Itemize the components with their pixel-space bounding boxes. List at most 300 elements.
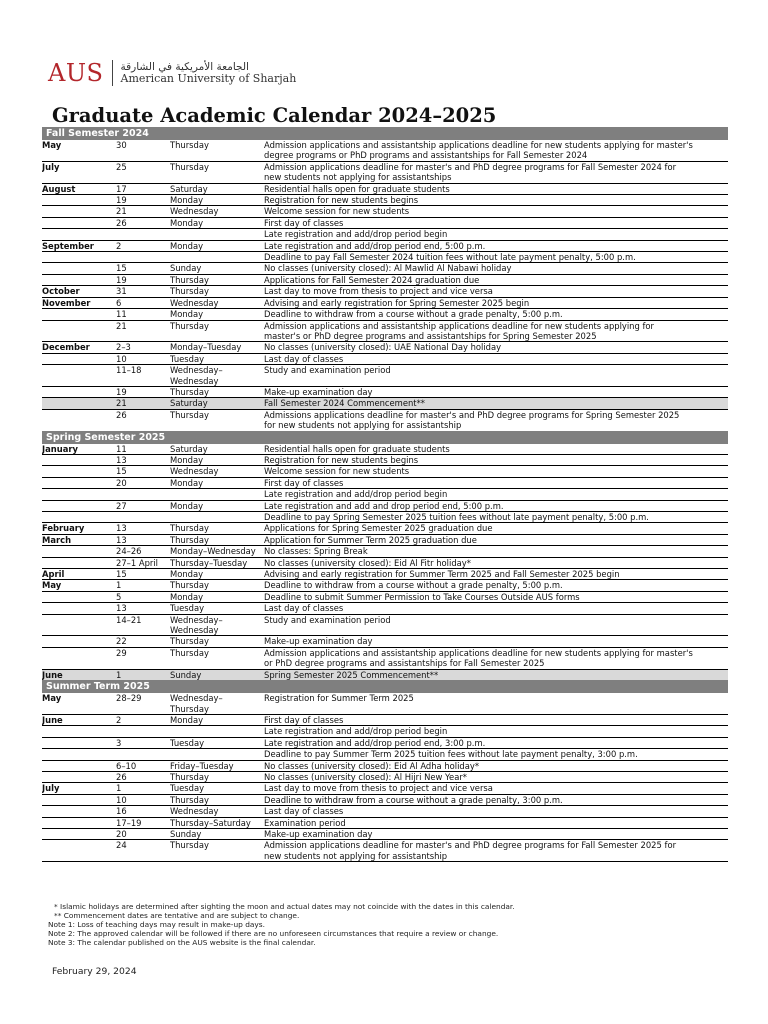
- month-cell: [42, 455, 116, 465]
- day-cell: 17–19: [116, 817, 142, 828]
- weekday-cell: Saturday: [170, 443, 208, 454]
- footnote-line: Note 1: Loss of teaching days may result in make-up days.: [48, 919, 265, 929]
- event-cell: Deadline to pay Summer Term 2025 tuition fees without late payment penalty, 3:00 p.m.: [264, 749, 638, 760]
- event-cell: Late registration and add and drop period end, 5:00 p.m.: [264, 500, 504, 511]
- day-cell: [116, 420, 170, 430]
- event-cell: Last day to move from thesis to project and vice versa: [264, 783, 493, 794]
- month-cell: [42, 252, 116, 262]
- day-cell: 28–29: [116, 693, 142, 704]
- event-cell: Residential halls open for graduate students: [264, 443, 450, 454]
- event-cell: Last day to move from thesis to project and vice versa: [264, 286, 493, 297]
- table-row: [42, 320, 728, 331]
- table-row: [42, 364, 728, 375]
- weekday-cell: Thursday: [170, 140, 209, 150]
- event-cell: Application for Summer Term 2025 graduation due: [264, 534, 477, 545]
- event-cell: Deadline to submit Summer Permission to Take Courses Outside AUS forms: [264, 591, 580, 602]
- day-cell: [116, 658, 170, 668]
- event-cell: Deadline to withdraw from a course without a grade penalty, 5:00 p.m.: [264, 309, 563, 320]
- weekday-cell: Friday–Tuesday: [170, 760, 234, 771]
- event-cell: Late registration and add/drop period begin: [264, 229, 448, 240]
- day-cell: 16: [116, 806, 127, 817]
- month-cell: December: [42, 342, 90, 353]
- weekday-cell: Monday: [170, 309, 204, 320]
- table-row: [42, 805, 728, 816]
- day-cell: 19: [116, 195, 127, 206]
- table-row: [42, 522, 728, 533]
- event-cell: No classes (university closed): UAE National Day holiday: [264, 342, 502, 353]
- day-cell: 11–18: [116, 365, 142, 376]
- weekday-cell: [170, 851, 264, 861]
- day-cell: 1: [116, 783, 122, 794]
- table-row: [42, 625, 728, 635]
- event-cell: new students not applying for assistantships: [264, 172, 452, 183]
- weekday-cell: Saturday: [170, 398, 208, 409]
- month-cell: [42, 761, 116, 771]
- weekday-cell: Monday: [170, 240, 204, 251]
- month-cell: [42, 275, 116, 285]
- day-cell: [116, 229, 170, 239]
- weekday-cell: [170, 150, 264, 160]
- table-row: [42, 771, 728, 782]
- event-cell: Applications for Spring Semester 2025 graduation due: [264, 523, 493, 534]
- table-row: [42, 760, 728, 771]
- event-cell: No classes: Spring Break: [264, 546, 368, 557]
- event-cell: Admissions applications deadline for master's and PhD degree programs for Spring Semester 2025: [264, 409, 680, 420]
- footnote-line: Note 3: The calendar published on the AUS website is the final calendar.: [48, 937, 316, 947]
- weekday-cell: Thursday–Tuesday: [170, 557, 248, 568]
- weekday-cell: Thursday: [170, 320, 209, 331]
- month-cell: January: [42, 443, 78, 454]
- table-bottom-rule: [42, 861, 728, 862]
- event-cell: Deadline to withdraw from a course without a grade penalty, 5:00 p.m.: [264, 580, 563, 591]
- footnotes: [48, 903, 515, 948]
- weekday-cell: Thursday: [170, 636, 209, 647]
- month-cell: June: [42, 714, 63, 725]
- weekday-cell: Monday: [170, 500, 204, 511]
- table-row: [42, 591, 728, 602]
- weekday-cell: Sunday: [170, 669, 202, 680]
- day-cell: 27: [116, 500, 127, 511]
- month-cell: [42, 592, 116, 602]
- table-row: [42, 240, 728, 251]
- weekday-cell: [170, 229, 264, 239]
- table-row: [42, 251, 728, 262]
- table-row: [42, 579, 728, 590]
- weekday-cell: [170, 726, 264, 736]
- month-cell: November: [42, 297, 91, 308]
- month-cell: October: [42, 286, 80, 297]
- weekday-cell: Wednesday–: [170, 693, 223, 704]
- table-row: [42, 839, 728, 850]
- day-cell: 2–3: [116, 342, 131, 353]
- weekday-cell: Monday: [170, 569, 204, 580]
- day-cell: [116, 512, 170, 522]
- weekday-cell: Wednesday: [170, 466, 219, 477]
- day-cell: [116, 376, 170, 386]
- event-cell: Last day of classes: [264, 603, 344, 614]
- month-cell: May: [42, 580, 62, 591]
- month-cell: [42, 558, 116, 568]
- weekday-cell: Tuesday: [170, 353, 205, 364]
- day-cell: 6–10: [116, 760, 137, 771]
- event-cell: [264, 704, 728, 714]
- table-row: [42, 341, 728, 352]
- month-cell: August: [42, 183, 76, 194]
- table-row: [42, 465, 728, 476]
- weekday-cell: Thursday: [170, 409, 209, 420]
- table-row: [42, 444, 728, 454]
- month-cell: [42, 749, 116, 759]
- event-cell: Residential halls open for graduate students: [264, 183, 450, 194]
- month-cell: [42, 615, 116, 625]
- event-cell: degree programs or PhD programs and assistantships for Fall Semester 2024: [264, 150, 588, 161]
- event-cell: First day of classes: [264, 217, 344, 228]
- weekday-cell: Monday–Tuesday: [170, 342, 242, 353]
- event-cell: Admission applications deadline for master's and PhD degree programs for Fall Semester 2025 for: [264, 840, 677, 851]
- day-cell: 13: [116, 454, 127, 465]
- weekday-cell: Thursday–Saturday: [170, 817, 251, 828]
- weekday-cell: Wednesday: [170, 375, 219, 386]
- day-cell: 13: [116, 603, 127, 614]
- table-row: [42, 285, 728, 296]
- month-cell: [42, 229, 116, 239]
- month-cell: [42, 398, 116, 408]
- weekday-cell: Monday: [170, 195, 204, 206]
- month-cell: [42, 206, 116, 216]
- month-cell: June: [42, 669, 63, 680]
- day-cell: [116, 704, 170, 714]
- month-cell: [42, 726, 116, 736]
- weekday-cell: [170, 512, 264, 522]
- table-row: [42, 534, 728, 545]
- month-cell: [42, 365, 116, 375]
- day-cell: 21: [116, 320, 127, 331]
- table-row: [42, 353, 728, 364]
- day-cell: 15: [116, 263, 127, 274]
- event-cell: Late registration and add/drop period end, 3:00 p.m.: [264, 737, 486, 748]
- event-cell: Deadline to pay Spring Semester 2025 tuition fees without late payment penalty, 5:00 p.m.: [264, 512, 649, 522]
- table-row: [42, 602, 728, 613]
- day-cell: 27–1 April: [116, 557, 158, 568]
- month-cell: [42, 738, 116, 748]
- day-cell: 2: [116, 714, 122, 725]
- day-cell: [116, 726, 170, 736]
- event-cell: or PhD degree programs and assistantships for Fall Semester 2025: [264, 658, 545, 669]
- logo-arabic-name: الجامعة الأمريكية في الشارقة: [120, 61, 249, 73]
- weekday-cell: Wednesday: [170, 206, 219, 217]
- table-row: [42, 228, 728, 239]
- weekday-cell: Tuesday: [170, 783, 205, 794]
- table-row: [42, 454, 728, 465]
- month-cell: [42, 172, 116, 182]
- month-cell: September: [42, 240, 94, 251]
- weekday-cell: Thursday: [170, 161, 209, 172]
- day-cell: 30: [116, 140, 127, 150]
- month-cell: [42, 829, 116, 839]
- weekday-cell: [170, 749, 264, 759]
- weekday-cell: [170, 420, 264, 430]
- day-cell: 13: [116, 534, 127, 545]
- weekday-cell: Wednesday: [170, 297, 219, 308]
- month-cell: [42, 625, 116, 635]
- month-cell: [42, 636, 116, 646]
- event-cell: [264, 376, 728, 386]
- table-row: [42, 669, 728, 680]
- event-cell: Fall Semester 2024 Commencement**: [264, 398, 425, 409]
- weekday-cell: Thursday: [170, 840, 209, 851]
- day-cell: 13: [116, 523, 127, 534]
- day-cell: 25: [116, 161, 127, 172]
- weekday-cell: Thursday: [170, 274, 209, 285]
- table-row: [42, 737, 728, 748]
- footnote-line: * Islamic holidays are determined after sighting the moon and actual dates may not coincide with the dates in this calendar.: [54, 902, 515, 911]
- event-cell: Admission applications and assistantship applications deadline for new students applying for master's: [264, 647, 693, 658]
- day-cell: 19: [116, 274, 127, 285]
- table-row: [42, 714, 728, 725]
- table-row: [42, 511, 728, 522]
- weekday-cell: Tuesday: [170, 603, 205, 614]
- event-cell: Last day of classes: [264, 353, 344, 364]
- table-row: [42, 183, 728, 194]
- day-cell: 11: [116, 443, 127, 454]
- document-date: February 29, 2024: [52, 966, 137, 977]
- weekday-cell: [170, 331, 264, 341]
- table-row: [42, 557, 728, 568]
- month-cell: February: [42, 523, 85, 534]
- month-cell: [42, 321, 116, 331]
- month-cell: [42, 466, 116, 476]
- weekday-cell: Thursday: [170, 703, 209, 714]
- event-cell: [264, 625, 728, 635]
- month-cell: [42, 546, 116, 556]
- day-cell: 19: [116, 386, 127, 397]
- table-row: [42, 704, 728, 714]
- table-row: [42, 488, 728, 499]
- month-cell: [42, 795, 116, 805]
- logo-english-name: American University of Sharjah: [120, 72, 297, 85]
- day-cell: [116, 489, 170, 499]
- day-cell: 20: [116, 477, 127, 488]
- event-cell: for new students not applying for assistantship: [264, 420, 462, 431]
- event-cell: Study and examination period: [264, 614, 391, 625]
- table-row: [42, 794, 728, 805]
- day-cell: 10: [116, 353, 127, 364]
- weekday-cell: [170, 252, 264, 262]
- day-cell: [116, 331, 170, 341]
- event-cell: Advising and early registration for Spring Semester 2025 begin: [264, 297, 530, 308]
- event-cell: Admission applications and assistantship applications deadline for new students applying for master's: [264, 140, 693, 150]
- day-cell: 26: [116, 409, 127, 420]
- event-cell: Study and examination period: [264, 365, 391, 376]
- day-cell: 21: [116, 206, 127, 217]
- aus-logo: [48, 58, 296, 88]
- event-cell: Deadline to withdraw from a course without a grade penalty, 3:00 p.m.: [264, 794, 563, 805]
- table-row: [42, 725, 728, 736]
- day-cell: 14–21: [116, 614, 142, 625]
- table-row: [42, 782, 728, 793]
- event-cell: No classes (university closed): Al Mawlid Al Nabawi holiday: [264, 263, 512, 274]
- day-cell: 21: [116, 398, 127, 409]
- day-cell: 2: [116, 240, 122, 251]
- event-cell: Make-up examination day: [264, 636, 373, 647]
- event-cell: master's or PhD degree programs and assistantships for Spring Semester 2025: [264, 330, 597, 341]
- table-row: [42, 140, 728, 150]
- day-cell: 26: [116, 771, 127, 782]
- day-cell: [116, 172, 170, 182]
- event-cell: Welcome session for new students: [264, 466, 410, 477]
- event-cell: No classes (university closed): Al Hijri New Year*: [264, 771, 467, 782]
- day-cell: 10: [116, 794, 127, 805]
- day-cell: 3: [116, 737, 122, 748]
- calendar-table: [42, 127, 728, 862]
- month-cell: May: [42, 693, 62, 704]
- event-cell: Late registration and add/drop period begin: [264, 489, 448, 500]
- table-row: [42, 817, 728, 828]
- month-cell: [42, 704, 116, 714]
- weekday-cell: Thursday: [170, 647, 209, 658]
- page-title: Graduate Academic Calendar 2024–2025: [52, 104, 497, 127]
- month-cell: [42, 420, 116, 430]
- table-row: [42, 150, 728, 160]
- month-cell: [42, 818, 116, 828]
- weekday-cell: Thursday: [170, 534, 209, 545]
- day-cell: 1: [116, 580, 122, 591]
- weekday-cell: Thursday: [170, 286, 209, 297]
- event-cell: Examination period: [264, 817, 346, 828]
- table-row: [42, 614, 728, 625]
- day-cell: 22: [116, 636, 127, 647]
- month-cell: [42, 840, 116, 850]
- day-cell: 29: [116, 647, 127, 658]
- event-cell: Late registration and add/drop period begin: [264, 726, 448, 737]
- footnote-line: ** Commencement dates are tentative and are subject to change.: [54, 910, 300, 920]
- table-row: [42, 635, 728, 646]
- event-cell: No classes (university closed): Eid Al Fitr holiday*: [264, 557, 471, 568]
- event-cell: Deadline to pay Fall Semester 2024 tuition fees without late payment penalty, 5:00 p.m.: [264, 252, 636, 263]
- day-cell: [116, 851, 170, 861]
- event-cell: Admission applications deadline for master's and PhD degree programs for Fall Semester 2024 for: [264, 161, 677, 172]
- month-cell: [42, 195, 116, 205]
- month-cell: [42, 648, 116, 658]
- event-cell: Applications for Fall Semester 2024 graduation due: [264, 274, 480, 285]
- event-cell: Last day of classes: [264, 806, 344, 817]
- table-row: [42, 274, 728, 285]
- table-row: [42, 409, 728, 420]
- month-cell: [42, 387, 116, 397]
- weekday-cell: Thursday: [170, 771, 209, 782]
- event-cell: Registration for Summer Term 2025: [264, 693, 414, 704]
- day-cell: [116, 252, 170, 262]
- month-cell: [42, 376, 116, 386]
- weekday-cell: Monday: [170, 454, 204, 465]
- event-cell: Late registration and add/drop period end, 5:00 p.m.: [264, 240, 486, 251]
- weekday-cell: Thursday: [170, 386, 209, 397]
- weekday-cell: Thursday: [170, 580, 209, 591]
- weekday-cell: Wednesday–: [170, 614, 223, 625]
- weekday-cell: [170, 172, 264, 182]
- weekday-cell: Monday–Wednesday: [170, 546, 256, 557]
- day-cell: 17: [116, 183, 127, 194]
- month-cell: March: [42, 534, 72, 545]
- month-cell: [42, 331, 116, 341]
- month-cell: [42, 263, 116, 273]
- weekday-cell: [170, 489, 264, 499]
- table-row: [42, 420, 728, 430]
- table-row: [42, 397, 728, 408]
- weekday-cell: Monday: [170, 591, 204, 602]
- month-cell: July: [42, 783, 60, 794]
- month-cell: April: [42, 569, 65, 580]
- month-cell: [42, 512, 116, 522]
- day-cell: 6: [116, 297, 122, 308]
- logo-text: [121, 61, 297, 85]
- table-row: [42, 331, 728, 341]
- table-row: [42, 161, 728, 172]
- event-cell: Advising and early registration for Summer Term 2025 and Fall Semester 2025 begin: [264, 569, 620, 580]
- event-cell: First day of classes: [264, 477, 344, 488]
- event-cell: Admission applications and assistantship applications deadline for new students applying for: [264, 320, 654, 331]
- table-row: [42, 658, 728, 668]
- weekday-cell: Sunday: [170, 828, 202, 839]
- month-cell: [42, 772, 116, 782]
- day-cell: 26: [116, 217, 127, 228]
- section-header: Fall Semester 2024: [42, 127, 728, 140]
- weekday-cell: Wednesday: [170, 625, 219, 636]
- day-cell: 20: [116, 828, 127, 839]
- event-cell: Make-up examination day: [264, 386, 373, 397]
- logo-mark: AUS: [48, 59, 104, 87]
- weekday-cell: Wednesday: [170, 806, 219, 817]
- table-row: [42, 500, 728, 511]
- weekday-cell: Thursday: [170, 523, 209, 534]
- table-row: [42, 297, 728, 308]
- day-cell: 24: [116, 840, 127, 851]
- day-cell: [116, 150, 170, 160]
- weekday-cell: Thursday: [170, 794, 209, 805]
- event-cell: new students not applying for assistantship: [264, 850, 448, 861]
- table-row: [42, 172, 728, 182]
- day-cell: 15: [116, 569, 127, 580]
- month-cell: [42, 150, 116, 160]
- section-header: Summer Term 2025: [42, 680, 728, 693]
- month-cell: May: [42, 140, 62, 150]
- event-cell: Welcome session for new students: [264, 206, 410, 217]
- day-cell: 11: [116, 309, 127, 320]
- table-row: [42, 308, 728, 319]
- month-cell: [42, 478, 116, 488]
- weekday-cell: Saturday: [170, 183, 208, 194]
- logo-divider: [112, 60, 113, 86]
- table-row: [42, 568, 728, 579]
- table-row: [42, 217, 728, 228]
- day-cell: 31: [116, 286, 127, 297]
- month-cell: [42, 501, 116, 511]
- day-cell: 1: [116, 669, 122, 680]
- table-row: [42, 828, 728, 839]
- table-row: [42, 851, 728, 861]
- table-row: [42, 693, 728, 703]
- table-row: [42, 477, 728, 488]
- day-cell: 5: [116, 591, 122, 602]
- event-cell: Spring Semester 2025 Commencement**: [264, 669, 439, 680]
- event-cell: Make-up examination day: [264, 828, 373, 839]
- month-cell: [42, 489, 116, 499]
- table-row: [42, 647, 728, 658]
- weekday-cell: Monday: [170, 217, 204, 228]
- month-cell: July: [42, 161, 60, 172]
- event-cell: Registration for new students begins: [264, 454, 419, 465]
- month-cell: [42, 603, 116, 613]
